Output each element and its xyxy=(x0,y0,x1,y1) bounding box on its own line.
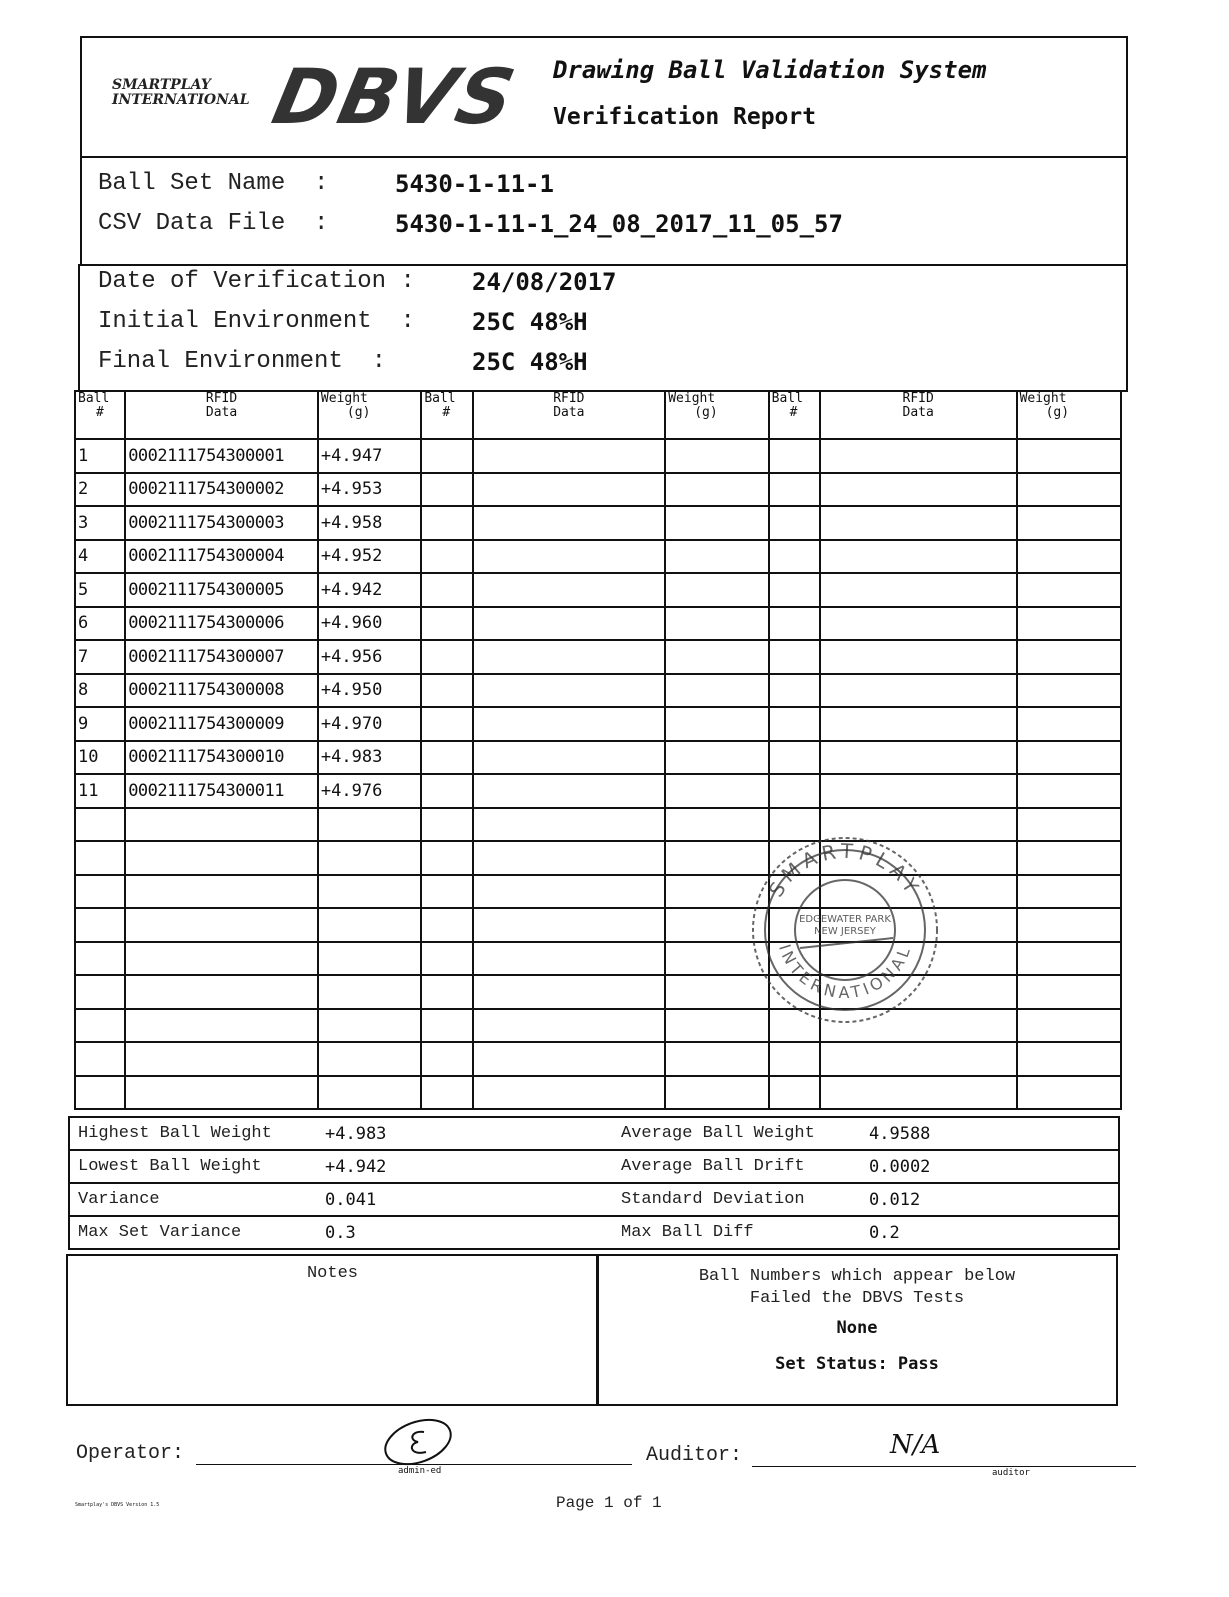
column-header-line-2: # xyxy=(789,405,798,420)
empty-cell xyxy=(75,841,125,875)
empty-cell xyxy=(769,707,820,741)
empty-cell xyxy=(1017,841,1121,875)
empty-cell xyxy=(75,808,125,842)
empty-cell xyxy=(769,540,820,574)
empty-cell xyxy=(820,707,1017,741)
empty-cell xyxy=(125,875,318,909)
empty-cell xyxy=(421,640,472,674)
column-header-line-2: Data xyxy=(553,405,585,420)
empty-cell xyxy=(1017,942,1121,976)
table-row xyxy=(75,506,1121,540)
empty-cell xyxy=(318,908,421,942)
empty-cell xyxy=(473,540,666,574)
weight-cell: +4.953 xyxy=(318,473,421,507)
table-row xyxy=(75,674,1121,708)
empty-cell xyxy=(421,607,472,641)
table-row xyxy=(75,741,1121,775)
empty-cell xyxy=(1017,473,1121,507)
weight-cell: +4.976 xyxy=(318,774,421,808)
max-ball-diff-label: Max Ball Diff xyxy=(613,1216,861,1249)
auditor-caption: auditor xyxy=(992,1468,1030,1478)
variance-label: Variance xyxy=(69,1183,317,1216)
rfid-cell: 0002111754300007 xyxy=(125,640,318,674)
svg-text:EDGEWATER PARK: EDGEWATER PARK xyxy=(799,914,891,925)
empty-cell xyxy=(125,908,318,942)
empty-cell xyxy=(421,875,472,909)
empty-cell xyxy=(421,1042,472,1076)
rfid-cell: 0002111754300002 xyxy=(125,473,318,507)
column-header-line-2: (g) xyxy=(1045,405,1070,420)
average-drift-value: 0.0002 xyxy=(861,1150,1119,1183)
table-row xyxy=(75,439,1121,473)
empty-cell xyxy=(421,473,472,507)
empty-cell xyxy=(665,640,768,674)
empty-cell xyxy=(820,774,1017,808)
column-header-line-1: Weight xyxy=(1019,391,1067,406)
empty-cell xyxy=(769,774,820,808)
empty-cell xyxy=(473,473,666,507)
set-status: Set Status: Pass xyxy=(775,1354,939,1374)
rfid-cell: 0002111754300010 xyxy=(125,741,318,775)
empty-cell xyxy=(665,607,768,641)
empty-cell xyxy=(75,1076,125,1110)
logo-line-1: SMARTPLAY xyxy=(112,77,211,93)
company-seal-stamp xyxy=(745,830,945,1030)
highest-weight-label: Highest Ball Weight xyxy=(69,1117,317,1150)
table-row xyxy=(75,573,1121,607)
empty-cell xyxy=(1017,1042,1121,1076)
empty-cell xyxy=(421,439,472,473)
empty-cell xyxy=(769,1076,820,1110)
empty-cell xyxy=(820,439,1017,473)
empty-cell xyxy=(665,1042,768,1076)
initial-env-label: Initial Environment : xyxy=(98,308,415,335)
empty-cell xyxy=(421,540,472,574)
variance-value: 0.041 xyxy=(317,1183,613,1216)
auditor-label: Auditor: xyxy=(646,1444,743,1467)
empty-cell xyxy=(421,942,472,976)
final-env-value: 25C 48%H xyxy=(472,348,588,376)
empty-cell xyxy=(125,975,318,1009)
ball-set-name-value: 5430-1-11-1 xyxy=(395,170,554,198)
table-row xyxy=(75,707,1121,741)
empty-cell xyxy=(421,841,472,875)
empty-cell xyxy=(1017,741,1121,775)
empty-cell xyxy=(1017,607,1121,641)
table-row xyxy=(75,473,1121,507)
column-header-line-1: Ball xyxy=(78,391,110,406)
rfid-cell: 0002111754300009 xyxy=(125,707,318,741)
column-header xyxy=(421,391,472,439)
empty-cell xyxy=(1017,506,1121,540)
empty-cell xyxy=(473,808,666,842)
empty-cell xyxy=(318,808,421,842)
column-header-line-1: Ball xyxy=(424,391,456,406)
empty-cell xyxy=(421,1009,472,1043)
empty-cell xyxy=(820,1076,1017,1110)
column-header-line-2: (g) xyxy=(694,405,718,420)
auditor-signature: N/A xyxy=(890,1430,941,1460)
empty-cell xyxy=(421,1076,472,1110)
notes-title: Notes xyxy=(306,1264,358,1283)
rfid-cell: 0002111754300008 xyxy=(125,674,318,708)
report-subtitle: Verification Report xyxy=(553,104,817,130)
weight-cell: +4.950 xyxy=(318,674,421,708)
empty-cell xyxy=(473,908,666,942)
failed-description-line-2: Failed the DBVS Tests xyxy=(749,1289,965,1308)
operator-signature xyxy=(378,1414,458,1470)
column-header xyxy=(665,391,768,439)
table-row-empty xyxy=(75,1042,1121,1076)
column-header xyxy=(318,391,421,439)
empty-cell xyxy=(75,1009,125,1043)
date-label: Date of Verification : xyxy=(98,268,415,295)
empty-cell xyxy=(1017,540,1121,574)
logo-line-2: INTERNATIONAL xyxy=(112,92,250,108)
initial-env-value: 25C 48%H xyxy=(472,308,588,336)
empty-cell xyxy=(318,1009,421,1043)
weight-cell: +4.970 xyxy=(318,707,421,741)
failed-balls-box xyxy=(596,1254,1118,1406)
lowest-weight-value: +4.942 xyxy=(317,1150,613,1183)
ball-set-name-label: Ball Set Name : xyxy=(98,170,329,197)
max-set-variance-label: Max Set Variance xyxy=(69,1216,317,1249)
empty-cell xyxy=(665,741,768,775)
csv-file-value: 5430-1-11-1_24_08_2017_11_05_57 xyxy=(395,210,843,238)
table-row-empty xyxy=(75,1009,1121,1043)
column-header xyxy=(769,391,820,439)
empty-cell xyxy=(769,473,820,507)
table-row-empty xyxy=(75,1076,1121,1110)
page-number: Page 1 of 1 xyxy=(556,1494,662,1512)
empty-cell xyxy=(473,439,666,473)
csv-file-label: CSV Data File : xyxy=(98,210,329,237)
empty-cell xyxy=(421,774,472,808)
empty-cell xyxy=(473,674,666,708)
empty-cell xyxy=(421,506,472,540)
empty-cell xyxy=(125,1042,318,1076)
empty-cell xyxy=(769,506,820,540)
column-header-line-1: RFID xyxy=(902,391,934,406)
empty-cell xyxy=(75,875,125,909)
average-drift-label: Average Ball Drift xyxy=(613,1150,861,1183)
empty-cell xyxy=(473,841,666,875)
table-row-empty xyxy=(75,975,1121,1009)
table-row-empty xyxy=(75,808,1121,842)
column-header-line-2: # xyxy=(96,405,104,420)
ball-number-cell: 2 xyxy=(75,473,125,507)
column-header-line-2: # xyxy=(442,405,451,420)
ball-number-cell: 7 xyxy=(75,640,125,674)
column-header-line-2: Data xyxy=(902,405,934,420)
empty-cell xyxy=(820,573,1017,607)
empty-cell xyxy=(75,942,125,976)
empty-cell xyxy=(125,942,318,976)
svg-text:INTERNATIONAL: INTERNATIONAL xyxy=(775,941,916,1003)
average-weight-label: Average Ball Weight xyxy=(613,1117,861,1150)
empty-cell xyxy=(473,640,666,674)
empty-cell xyxy=(665,674,768,708)
table-row xyxy=(75,540,1121,574)
empty-cell xyxy=(125,841,318,875)
column-header-line-1: Weight xyxy=(320,391,368,406)
empty-cell xyxy=(665,774,768,808)
statistics-table xyxy=(68,1116,1120,1250)
empty-cell xyxy=(665,473,768,507)
empty-cell xyxy=(1017,975,1121,1009)
empty-cell xyxy=(473,774,666,808)
empty-cell xyxy=(473,506,666,540)
empty-cell xyxy=(1017,674,1121,708)
weight-cell: +4.947 xyxy=(318,439,421,473)
rfid-cell: 0002111754300004 xyxy=(125,540,318,574)
table-row-empty xyxy=(75,875,1121,909)
empty-cell xyxy=(820,1042,1017,1076)
empty-cell xyxy=(1017,640,1121,674)
empty-cell xyxy=(665,573,768,607)
empty-cell xyxy=(820,741,1017,775)
empty-cell xyxy=(125,808,318,842)
svg-text:SMARTPLAY: SMARTPLAY xyxy=(763,838,927,902)
empty-cell xyxy=(769,674,820,708)
auditor-signature-line xyxy=(752,1466,1136,1467)
empty-cell xyxy=(665,707,768,741)
column-header xyxy=(75,391,125,439)
empty-cell xyxy=(473,1009,666,1043)
empty-cell xyxy=(473,573,666,607)
empty-cell xyxy=(125,1009,318,1043)
empty-cell xyxy=(473,942,666,976)
rfid-cell: 0002111754300001 xyxy=(125,439,318,473)
empty-cell xyxy=(665,506,768,540)
empty-cell xyxy=(318,1076,421,1110)
column-header-line-1: RFID xyxy=(205,391,238,406)
ball-number-cell: 9 xyxy=(75,707,125,741)
weight-cell: +4.983 xyxy=(318,741,421,775)
empty-cell xyxy=(318,942,421,976)
empty-cell xyxy=(473,975,666,1009)
empty-cell xyxy=(421,741,472,775)
column-header xyxy=(820,391,1017,439)
empty-cell xyxy=(318,975,421,1009)
empty-cell xyxy=(421,908,472,942)
operator-label: Operator: xyxy=(76,1442,185,1465)
ball-number-cell: 6 xyxy=(75,607,125,641)
column-header xyxy=(1017,391,1121,439)
ball-number-cell: 1 xyxy=(75,439,125,473)
table-header-row xyxy=(75,391,1121,439)
empty-cell xyxy=(75,975,125,1009)
column-header-line-1: Weight xyxy=(668,391,716,406)
table-row xyxy=(75,774,1121,808)
ball-number-cell: 11 xyxy=(75,774,125,808)
empty-cell xyxy=(421,975,472,1009)
svg-text:NEW JERSEY: NEW JERSEY xyxy=(814,926,876,937)
std-deviation-label: Standard Deviation xyxy=(613,1183,861,1216)
smartplay-logo-text xyxy=(112,78,250,108)
highest-weight-value: +4.983 xyxy=(317,1117,613,1150)
stats-row xyxy=(69,1216,1119,1249)
weight-cell: +4.958 xyxy=(318,506,421,540)
rfid-cell: 0002111754300006 xyxy=(125,607,318,641)
empty-cell xyxy=(1017,808,1121,842)
ball-table xyxy=(74,390,1122,1110)
empty-cell xyxy=(769,640,820,674)
ball-number-cell: 5 xyxy=(75,573,125,607)
rfid-cell: 0002111754300003 xyxy=(125,506,318,540)
empty-cell xyxy=(820,607,1017,641)
column-header xyxy=(125,391,318,439)
empty-cell xyxy=(473,1042,666,1076)
empty-cell xyxy=(1017,1076,1121,1110)
empty-cell xyxy=(665,1076,768,1110)
column-header-line-2: (g) xyxy=(346,405,371,420)
empty-cell xyxy=(820,640,1017,674)
ball-number-cell: 4 xyxy=(75,540,125,574)
column-header xyxy=(473,391,666,439)
empty-cell xyxy=(318,1042,421,1076)
empty-cell xyxy=(1017,908,1121,942)
column-header-line-1: RFID xyxy=(553,391,585,406)
table-row-empty xyxy=(75,841,1121,875)
empty-cell xyxy=(1017,707,1121,741)
rfid-cell: 0002111754300011 xyxy=(125,774,318,808)
empty-cell xyxy=(665,439,768,473)
table-row-empty xyxy=(75,908,1121,942)
empty-cell xyxy=(769,573,820,607)
empty-cell xyxy=(473,707,666,741)
weight-cell: +4.942 xyxy=(318,573,421,607)
ball-number-cell: 8 xyxy=(75,674,125,708)
empty-cell xyxy=(125,1076,318,1110)
table-row-empty xyxy=(75,942,1121,976)
empty-cell xyxy=(1017,1009,1121,1043)
std-deviation-value: 0.012 xyxy=(861,1183,1119,1216)
table-row xyxy=(75,640,1121,674)
report-title: Drawing Ball Validation System xyxy=(553,56,987,84)
stats-row xyxy=(69,1117,1119,1150)
failed-balls-value: None xyxy=(836,1318,878,1338)
empty-cell xyxy=(1017,774,1121,808)
empty-cell xyxy=(769,439,820,473)
date-value: 24/08/2017 xyxy=(472,268,617,296)
column-header-line-1: Ball xyxy=(771,391,803,406)
weight-cell: +4.960 xyxy=(318,607,421,641)
table-row xyxy=(75,607,1121,641)
empty-cell xyxy=(769,1042,820,1076)
empty-cell xyxy=(820,506,1017,540)
version-footnote: Smartplay's DBVS Version 1.5 xyxy=(75,1502,160,1508)
table-body xyxy=(75,439,1121,1109)
empty-cell xyxy=(769,741,820,775)
column-header-line-2: Data xyxy=(205,405,238,420)
empty-cell xyxy=(769,607,820,641)
average-weight-value: 4.9588 xyxy=(861,1117,1119,1150)
notes-box xyxy=(66,1254,599,1406)
lowest-weight-label: Lowest Ball Weight xyxy=(69,1150,317,1183)
ball-number-cell: 3 xyxy=(75,506,125,540)
empty-cell xyxy=(1017,875,1121,909)
empty-cell xyxy=(820,674,1017,708)
empty-cell xyxy=(473,875,666,909)
weight-cell: +4.952 xyxy=(318,540,421,574)
empty-cell xyxy=(318,841,421,875)
rfid-cell: 0002111754300005 xyxy=(125,573,318,607)
empty-cell xyxy=(820,473,1017,507)
empty-cell xyxy=(421,707,472,741)
empty-cell xyxy=(1017,573,1121,607)
empty-cell xyxy=(820,540,1017,574)
max-ball-diff-value: 0.2 xyxy=(861,1216,1119,1249)
empty-cell xyxy=(1017,439,1121,473)
final-env-label: Final Environment : xyxy=(98,348,387,375)
stats-row xyxy=(69,1183,1119,1216)
stats-row xyxy=(69,1150,1119,1183)
empty-cell xyxy=(75,1042,125,1076)
empty-cell xyxy=(473,607,666,641)
empty-cell xyxy=(665,540,768,574)
dbvs-logo: DBVS xyxy=(265,52,524,141)
weight-cell: +4.956 xyxy=(318,640,421,674)
empty-cell xyxy=(75,908,125,942)
empty-cell xyxy=(421,808,472,842)
operator-caption: admin-ed xyxy=(398,1466,442,1476)
ball-number-cell: 10 xyxy=(75,741,125,775)
empty-cell xyxy=(421,573,472,607)
empty-cell xyxy=(421,674,472,708)
empty-cell xyxy=(473,1076,666,1110)
max-set-variance-value: 0.3 xyxy=(317,1216,613,1249)
failed-description-line-1: Ball Numbers which appear below xyxy=(698,1267,1016,1286)
empty-cell xyxy=(318,875,421,909)
empty-cell xyxy=(473,741,666,775)
